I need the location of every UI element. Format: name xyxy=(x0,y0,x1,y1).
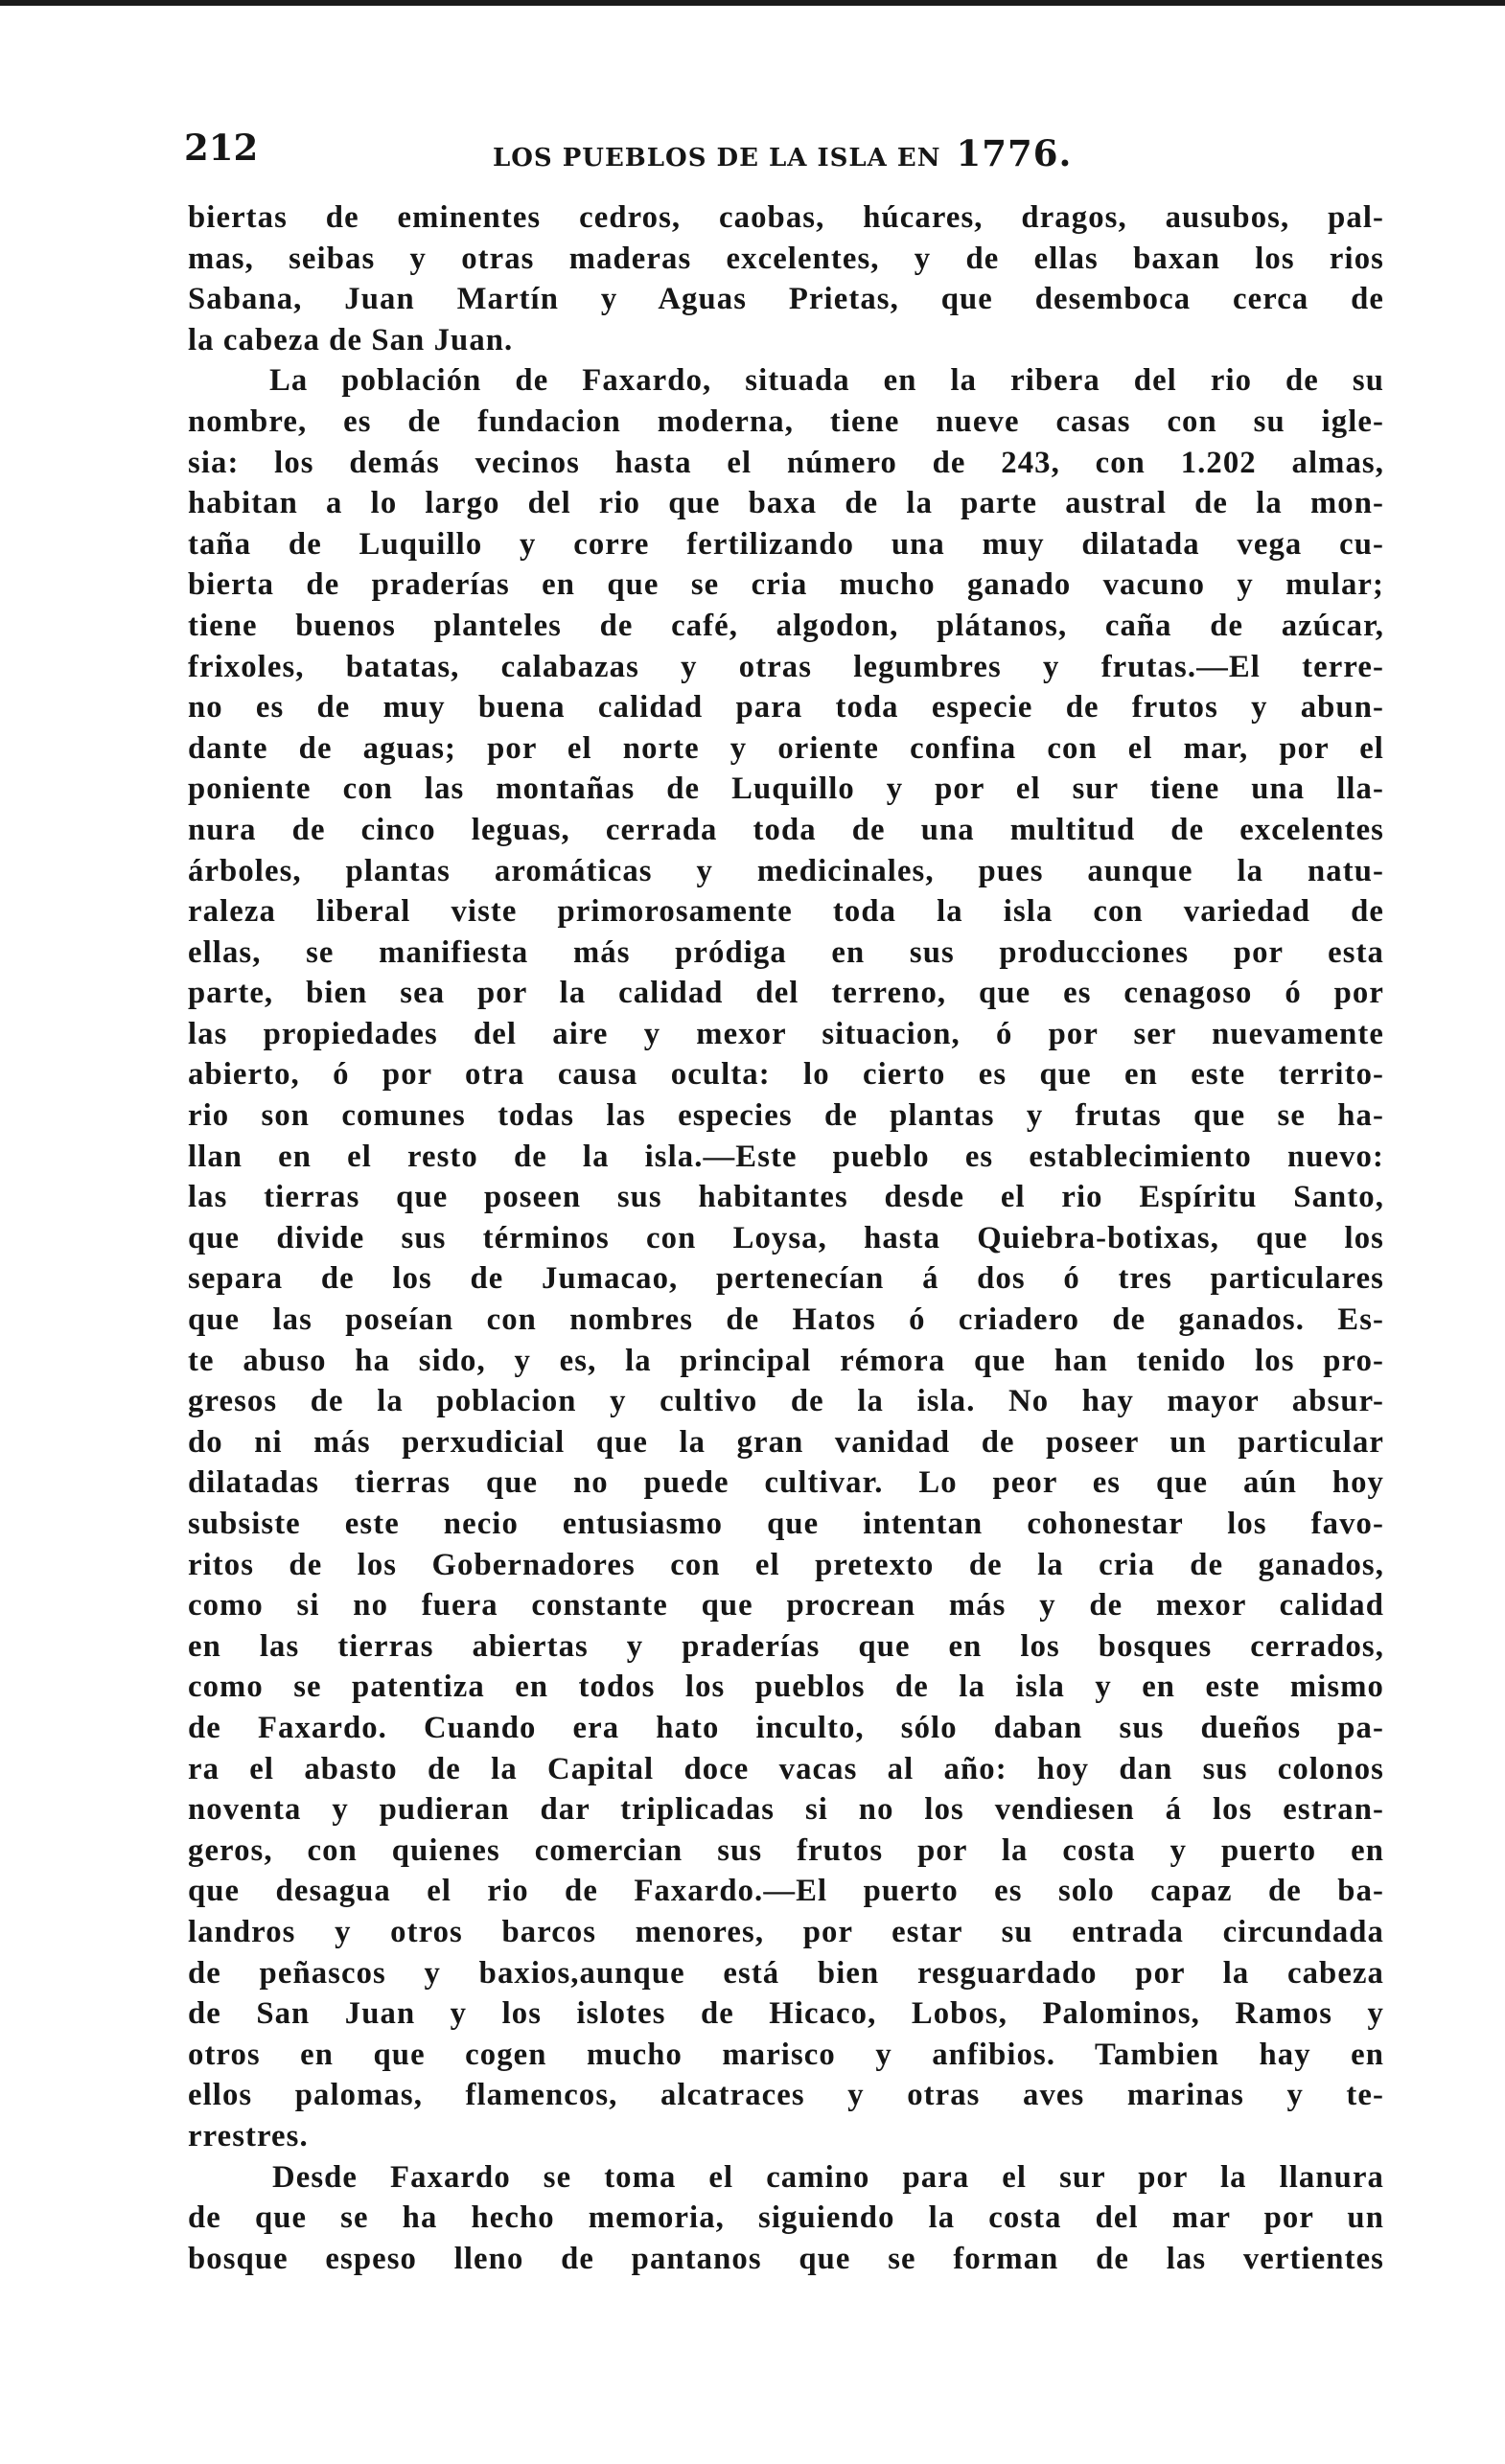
text-line: ra el abasto de la Capital doce vacas al año: hoy dan sus colonos xyxy=(188,1751,1384,1786)
text-line: frixoles, batatas, calabazas y otras legumbres y frutas.—El terre- xyxy=(188,649,1384,684)
text-line: gresos de la poblacion y cultivo de la isla. No hay mayor absur- xyxy=(188,1384,1384,1419)
page-body-text xyxy=(188,197,1384,2279)
text-line: otros en que cogen mucho marisco y anfibios. Tambien hay en xyxy=(188,2037,1384,2072)
text-line: ellas, se manifiesta más pródiga en sus producciones por esta xyxy=(188,934,1384,970)
text-line: de San Juan y los islotes de Hicaco, Lobos, Palominos, Ramos y xyxy=(188,1996,1384,2032)
running-head xyxy=(493,132,1072,174)
text-line: ellos palomas, flamencos, alcatraces y otras aves marinas y te- xyxy=(188,2078,1384,2113)
text-line: las tierras que poseen sus habitantes desde el rio Espíritu Santo, xyxy=(188,1180,1384,1215)
text-line: do ni más perxudicial que la gran vanidad de poseer un particular xyxy=(188,1424,1384,1460)
text-line: nura de cinco leguas, cerrada toda de una multitud de excelentes xyxy=(188,812,1384,847)
text-line: landros y otros barcos menores, por estar su entrada circundada xyxy=(188,1914,1384,1949)
text-line: no es de muy buena calidad para toda especie de frutos y abun- xyxy=(188,690,1384,725)
text-line: dante de aguas; por el norte y oriente confina con el mar, por el xyxy=(188,730,1384,766)
text-line: como se patentiza en todos los pueblos de la isla y en este mismo xyxy=(188,1670,1384,1705)
text-line: árboles, plantas aromáticas y medicinales, pues aunque la natu- xyxy=(188,853,1384,888)
text-line: poniente con las montañas de Luquillo y por el sur tiene una lla- xyxy=(188,771,1384,807)
text-line: subsiste este necio entusiasmo que intentan cohonestar los favo- xyxy=(188,1507,1384,1541)
text-line: mas, seibas y otras maderas excelentes, y de ellas baxan los rios xyxy=(188,241,1384,276)
text-line: de peñascos y baxios,aunque está bien resguardado por la cabeza xyxy=(188,1955,1384,1991)
text-line: geros, con quienes comercian sus frutos por la costa y puerto en xyxy=(188,1832,1384,1868)
text-line: que divide sus términos con Loysa, hasta Quiebra-botixas, que los xyxy=(188,1220,1384,1255)
text-line: de que se ha hecho memoria, siguiendo la costa del mar por un xyxy=(188,2200,1384,2236)
text-line: rio son comunes todas las especies de plantas y frutas que se ha- xyxy=(188,1098,1384,1134)
text-line: noventa y pudieran dar triplicadas si no los vendiesen á los estran- xyxy=(188,1792,1384,1828)
text-line: Sabana, Juan Martín y Aguas Prietas, que desemboca cerca de xyxy=(188,282,1384,317)
text-line: llan en el resto de la isla.—Este pueblo es establecimiento nuevo: xyxy=(188,1139,1384,1174)
running-head-year: 1776. xyxy=(956,132,1073,174)
text-line: las propiedades del aire y mexor situacion, ó por ser nuevamente xyxy=(188,1016,1384,1051)
text-line: bosque espeso lleno de pantanos que se forman de las vertientes xyxy=(188,2241,1384,2276)
top-border-rule xyxy=(0,0,1505,6)
text-line: te abuso ha sido, y es, la principal rémora que han tenido los pro- xyxy=(188,1343,1384,1378)
text-line: que las poseían con nombres de Hatos ó criadero de ganados. Es- xyxy=(188,1302,1384,1338)
paragraph-first-line: Desde Faxardo se toma el camino para el sur por la llanura xyxy=(272,2159,1384,2195)
page-number: 212 xyxy=(184,127,259,169)
text-line: tiene buenos planteles de café, algodon, plátanos, caña de azúcar, xyxy=(188,608,1384,643)
text-line: separa de los de Jumacao, pertenecían á dos ó tres particulares xyxy=(188,1261,1384,1297)
text-line: taña de Luquillo y corre fertilizando una muy dilatada vega cu- xyxy=(188,526,1384,562)
paragraph-first-line: La población de Faxardo, situada en la ribera del rio de su xyxy=(269,363,1384,399)
text-line: sia: los demás vecinos hasta el número de 243, con 1.202 almas, xyxy=(188,445,1384,480)
text-line: parte, bien sea por la calidad del terreno, que es cenagoso ó por xyxy=(188,976,1384,1011)
text-line: biertas de eminentes cedros, caobas, húcares, dragos, ausubos, pal- xyxy=(188,200,1384,235)
text-line: rrestres. xyxy=(188,2118,309,2153)
running-head-title: LOS PUEBLOS DE LA ISLA EN xyxy=(493,144,941,173)
text-line: habitan a lo largo del rio que baxa de la parte austral de la mon- xyxy=(188,486,1384,521)
text-line: la cabeza de San Juan. xyxy=(188,322,514,357)
text-line: bierta de praderías en que se cria mucho ganado vacuno y mular; xyxy=(188,567,1384,603)
text-line: nombre, es de fundacion moderna, tiene nueve casas con su igle- xyxy=(188,403,1384,439)
text-line: que desagua el rio de Faxardo.—El puerto es solo capaz de ba- xyxy=(188,1874,1384,1909)
text-line: de Faxardo. Cuando era hato inculto, sólo daban sus dueños pa- xyxy=(188,1710,1384,1745)
text-line: dilatadas tierras que no puede cultivar. Lo peor es que aún hoy xyxy=(188,1465,1384,1501)
text-line: en las tierras abiertas y praderías que en los bosques cerrados, xyxy=(188,1628,1384,1664)
text-line: ritos de los Gobernadores con el pretexto de la cria de ganados, xyxy=(188,1547,1384,1582)
page-header xyxy=(184,127,1386,174)
text-line: abierto, ó por otra causa oculta: lo cierto es que en este territo- xyxy=(188,1057,1384,1093)
text-line: raleza liberal viste primorosamente toda la isla con variedad de xyxy=(188,894,1384,930)
text-line: como si no fuera constante que procrean más y de mexor calidad xyxy=(188,1588,1384,1623)
